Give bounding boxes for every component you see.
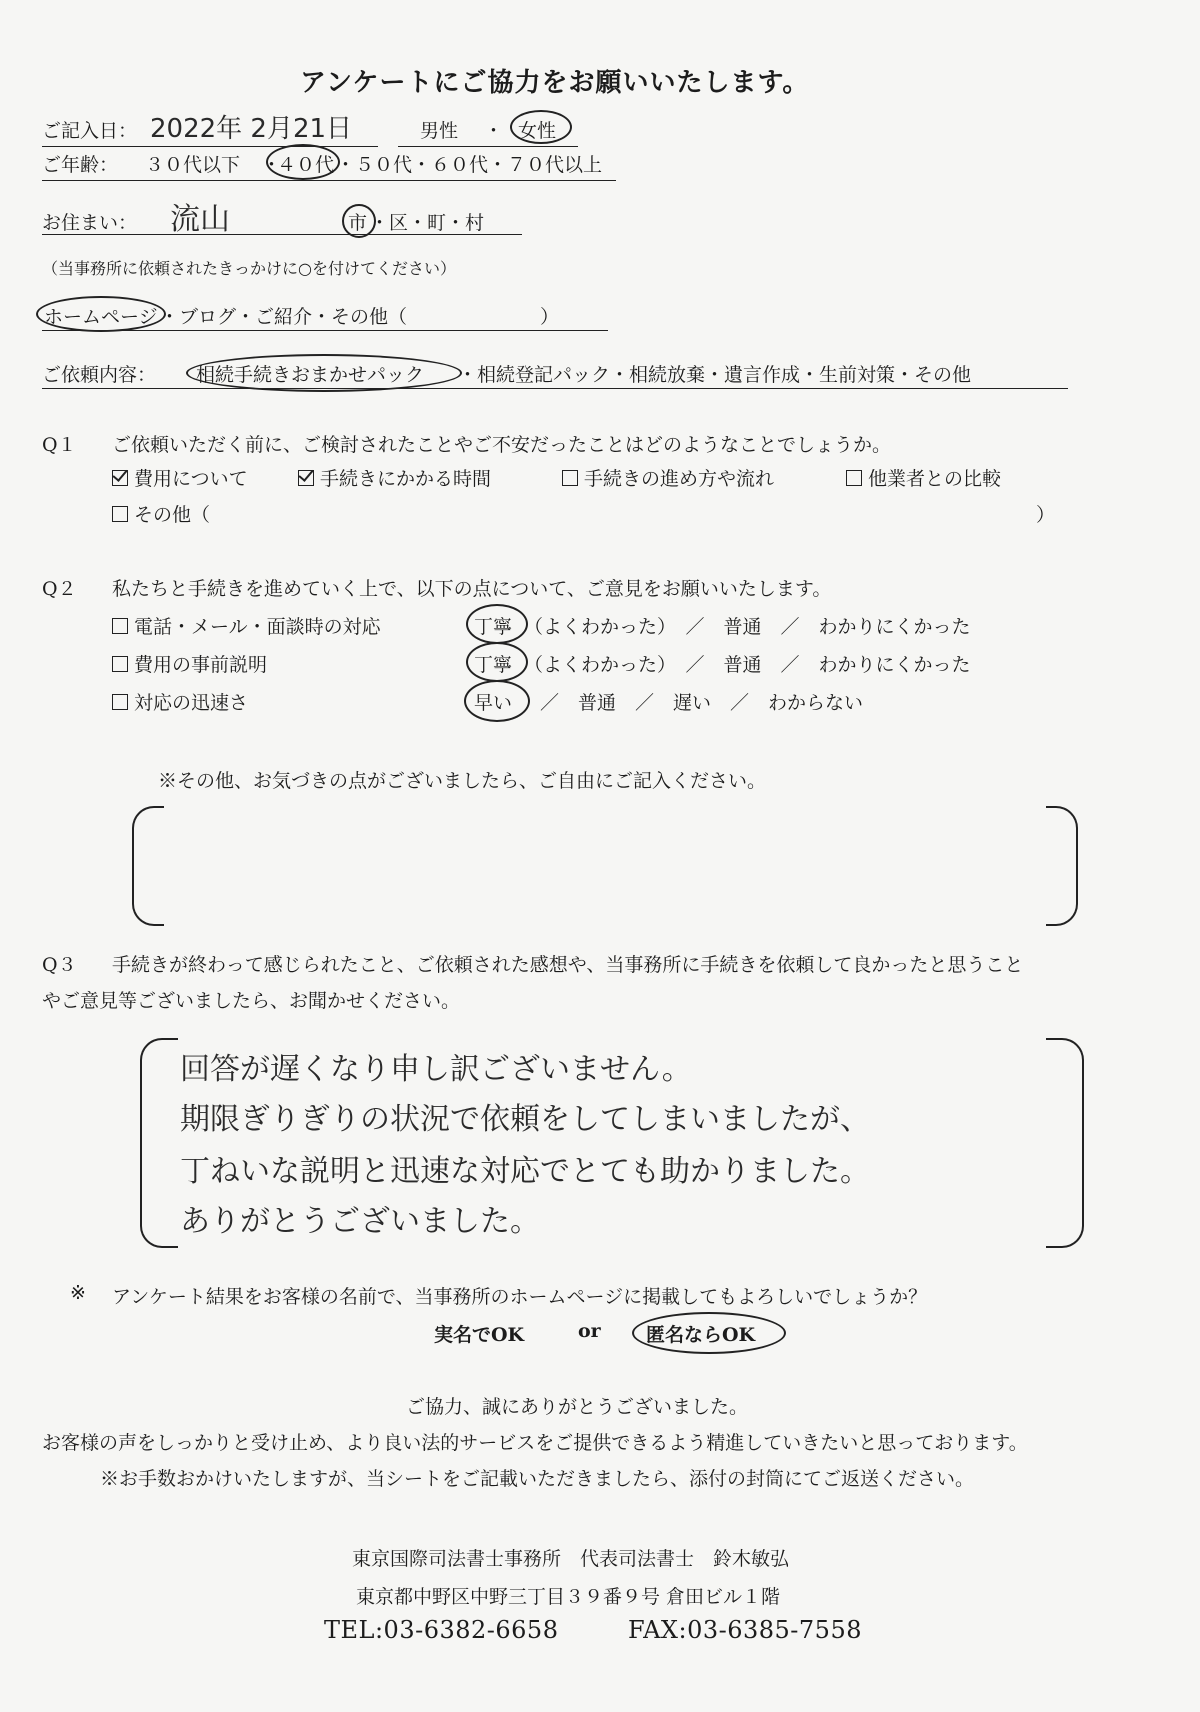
q1-option-compare-label: 他業者との比較	[868, 468, 1002, 490]
publish-or: or	[578, 1320, 601, 1342]
page-title: アンケートにご協力をお願いいたします。	[300, 68, 810, 98]
q1-number: Q１	[42, 434, 77, 456]
trigger-homepage[interactable]: ホームページ	[44, 306, 158, 328]
q1-option-cost-label: 費用について	[134, 468, 248, 490]
q2-row-speed-options: ／ 普通 ／ 遅い ／ わからない	[540, 692, 864, 714]
q2-row-speed	[112, 688, 248, 715]
q2-row-contact-label: 電話・メール・面談時の対応	[134, 616, 381, 638]
q2-comment-area[interactable]	[170, 812, 1040, 916]
q2-question: 私たちと手続きを進めていく上で、以下の点について、ご意見をお願いいたします。	[112, 578, 832, 600]
closing-thanks: ご協力、誠にありがとうございました。	[406, 1396, 749, 1418]
q2-other-note: ※その他、お気づきの点がございましたら、ご自由にご記入ください。	[158, 770, 767, 792]
q2-row-speed-circle	[464, 680, 530, 722]
q1-option-process-label: 手続きの進め方や流れ	[584, 468, 775, 490]
q3-answer-area[interactable]	[180, 1040, 1040, 1240]
q2-row-contact-circle	[466, 604, 528, 644]
q1-option-time[interactable]	[298, 464, 491, 491]
publish-mark: ※	[70, 1282, 86, 1304]
q1-question: ご依頼いただく前に、ご検討されたことやご不安だったことはどのようなことでしょうか。	[112, 434, 892, 456]
trigger-underline	[42, 330, 608, 331]
q2-row-fee-label: 費用の事前説明	[134, 654, 268, 676]
checkbox-icon[interactable]	[562, 470, 578, 486]
request-selected[interactable]: 相続手続きおまかせパック	[196, 364, 425, 386]
closing-message: お客様の声をしっかりと受け止め、より良い法的サービスをご提供できるよう精進していきたいと思っております。	[42, 1432, 1028, 1454]
q2-row-fee-selected[interactable]: 丁寧	[474, 654, 513, 676]
checkbox-icon[interactable]	[112, 506, 128, 522]
q1-option-other-label: その他（	[134, 504, 211, 526]
checkbox-icon[interactable]	[112, 618, 128, 634]
q2-row-contact-options: （よくわかった） ／ 普通 ／ わかりにくかった	[524, 616, 971, 638]
q1-option-time-label: 手続きにかかる時間	[320, 468, 492, 490]
closing-return-note: ※お手数おかけいたしますが、当シートをご記載いただきましたら、添付の封筒にてご返送ください。	[100, 1468, 975, 1490]
address-label: お住まい：	[42, 212, 138, 234]
request-underline	[42, 388, 1068, 389]
request-label: ご依頼内容：	[42, 364, 157, 386]
gender-female[interactable]: 女性	[518, 120, 557, 142]
q2-row-contact	[112, 612, 381, 639]
age-40-circle	[266, 144, 340, 180]
request-rest: ・相続登記パック・相続放棄・遺言作成・生前対策・その他	[458, 364, 972, 386]
publish-anonymous-circle	[632, 1312, 786, 1354]
q3-answer-line: 期限ぎりぎりの状況で依頼をしてしまいましたが、	[180, 1102, 870, 1137]
age-rest: ・５０代・６０代・７０代以上	[336, 154, 603, 176]
office-tel[interactable]: TEL:03-6382-6658	[324, 1616, 559, 1644]
office-fax: FAX:03-6385-7558	[628, 1616, 862, 1644]
age-40[interactable]: ４０代	[277, 154, 335, 176]
age-label: ご年齢：	[42, 154, 119, 176]
publish-anonymous-option[interactable]: 匿名ならOK	[646, 1324, 756, 1346]
q1-option-compare[interactable]	[846, 464, 1001, 491]
age-dot: ・	[262, 154, 282, 176]
q2-row-fee	[112, 650, 267, 677]
q2-row-speed-label: 対応の迅速さ	[134, 692, 249, 714]
q3-number: Q３	[42, 954, 77, 976]
q2-row-speed-selected[interactable]: 早い	[474, 692, 513, 714]
q1-option-process[interactable]	[562, 464, 774, 491]
q2-number: Q２	[42, 578, 77, 600]
gender-separator: ・	[484, 120, 504, 142]
q2-row-contact-selected[interactable]: 丁寧	[474, 616, 513, 638]
trigger-note: （当事務所に依頼されたきっかけに○を付けてください）	[42, 259, 456, 278]
date-label: ご記入日：	[42, 120, 138, 142]
gender-male[interactable]: 男性	[420, 120, 459, 142]
address-underline	[42, 234, 522, 235]
q3-question-line2: やご意見等ございましたら、お聞かせください。	[42, 990, 461, 1012]
q1-option-other[interactable]	[112, 500, 210, 527]
request-selected-circle	[186, 354, 462, 392]
trigger-homepage-circle	[36, 296, 166, 332]
trigger-rest: ・ブログ・ご紹介・その他（ ）	[160, 306, 560, 328]
gender-female-circle	[510, 110, 572, 144]
gender-underline	[398, 146, 578, 147]
q2-row-fee-options: （よくわかった） ／ 普通 ／ わかりにくかった	[524, 654, 971, 676]
checkbox-icon[interactable]	[112, 694, 128, 710]
q1-other-close: ）	[1036, 504, 1056, 526]
date-value[interactable]: 2022年 2月21日	[150, 114, 353, 144]
date-underline	[42, 146, 378, 147]
age-underline	[42, 180, 616, 181]
q3-answer-line: 丁ねいな説明と迅速な対応でとても助かりました。	[180, 1154, 870, 1189]
office-address: 東京都中野区中野三丁目３９番９号 倉田ビル１階	[356, 1586, 781, 1608]
address-value[interactable]: 流山	[170, 202, 230, 237]
q1-option-cost[interactable]	[112, 464, 248, 491]
age-30[interactable]: ３０代以下	[145, 154, 241, 176]
address-city[interactable]: 市	[348, 212, 368, 234]
q3-question-line1: 手続きが終わって感じられたこと、ご依頼された感想や、当事務所に手続きを依頼して良かったと思うこと	[112, 954, 1024, 976]
checkbox-icon[interactable]	[112, 656, 128, 672]
publish-real-name-option[interactable]: 実名でOK	[434, 1324, 525, 1346]
publish-question: アンケート結果をお客様の名前で、当事務所のホームページに掲載してもよろしいでしょうか？	[112, 1286, 928, 1308]
q2-comment-bracket-left	[132, 806, 164, 926]
q3-answer-line: ありがとうございました。	[180, 1204, 540, 1239]
office-name: 東京国際司法書士事務所 代表司法書士 鈴木敏弘	[352, 1548, 790, 1570]
checkbox-checked-icon[interactable]	[298, 470, 314, 486]
checkbox-icon[interactable]	[846, 470, 862, 486]
q3-answer-line: 回答が遅くなり申し訳ございません。	[180, 1052, 692, 1087]
address-units: ・区・町・村	[370, 212, 485, 234]
q3-answer-bracket-left	[140, 1038, 178, 1248]
q2-row-fee-circle	[466, 642, 528, 682]
checkbox-checked-icon[interactable]	[112, 470, 128, 486]
q2-comment-bracket-right	[1046, 806, 1078, 926]
q3-answer-bracket-right	[1046, 1038, 1084, 1248]
